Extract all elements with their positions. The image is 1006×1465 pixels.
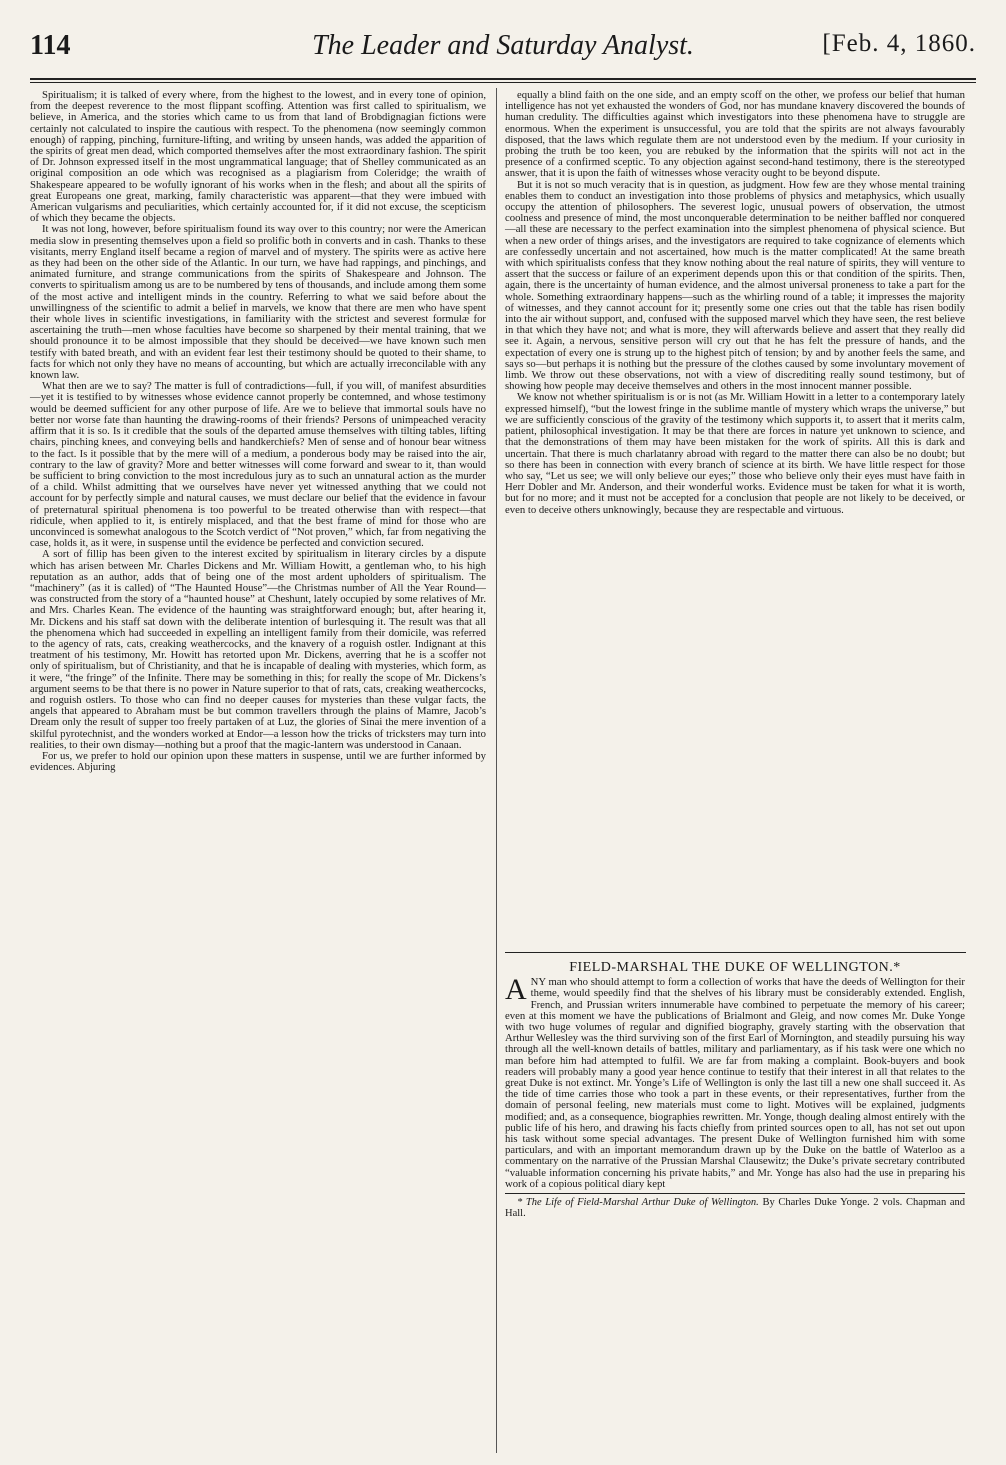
- issue-date: [Feb. 4, 1860.: [822, 30, 976, 57]
- paragraph: A sort of fillip has been given to the interest excited by spiritualism in literary circles by a dispute which has arisen between Mr. Charles Dickens and Mr. William Howitt, a gentleman who, to his high reputation as an author, adds that of being one of the most ardent upholders of spiritualism. The “machinery” (as it is called) of “The Haunted House”—the Christmas number of All the Year Round—was constructed from the story of a “haunted house” at Cheshunt, lately occupied by some relatives of Mr. and Mrs. Charles Kean. The evidence of the haunting was straightforward enough; but, after hearing it, Mr. Dickens and his staff sat down with the deliberate intention of burlesquing it. The result was that all the phenomena which had succeeded in expelling an intelligent family from their domicile, was referred to the agency of rats, cats, creaking weathercocks, and the knavery of a roguish ostler. Indignant at this treatment of his testimony, Mr. Howitt has retorted upon Mr. Dickens, averring that he is a scoffer not only of spiritualism, but of Christianity, and that he is incapable of dealing with mysteries, which form, as it were, “the fringe” of the Infinite. There may be something in this; for really the scope of Mr. Dickens’s argument seems to be that there is no power in Nature superior to that of rats, cats, creaking weathercocks, and roguish ostlers. To those who can find no deeper causes for mysteries than these vulgar facts, the angels that appeared to Abraham must be but common travellers through the plains of Mamre, Jacob’s Dream only the result of supper too freely partaken of at Luz, the glories of Sinai the mere invention of a skilful pyrotechnist, and the wonders worked at Endor—a lesson how the tricks of tricksters may turn into realities, to their own dismay—nothing but a proof that the magic-lantern was understood in Canaan.: [30, 548, 486, 751]
- section-body-text: NY man who should attempt to form a collection of works that have the deeds of Wellington for their theme, would speedily find that the shelves of his library must be considerably extended. English, French, and Prussian writers innumerable have combined to perpetuate the memory of his career; even at this moment we have the publications of Brialmont and Gleig, and now comes Mr. Duke Yonge with two huge volumes of regular and dignified biography, gravely starting with the observation that Arthur Wellesley was the third surviving son of the first Earl of Mornington, and steadily pursuing his way through all the well-known details of battles, military and parliamentary, as if his task were one which no man before him had attempted to fulfil. We are far from making a complaint. Book-buyers and book readers will probably many a good year hence continue to testify that their interest in all that relates to the great Duke is not extinct. Mr. Yonge’s Life of Wellington is only the last till a new one shall succeed it. As the tide of time carries those who took a part in these events, or their representatives, further from the domain of personal feeling, new materials must come to light. Motives will be explained, judgments modified; and, as a consequence, biographies rewritten. Mr. Yonge, though dealing almost entirely with the public life of his hero, and drawing his facts chiefly from printed sources open to all, has not set out upon his task without some special advantages. The present Duke of Wellington furnished him with some particulars, and with an important memorandum drawn up by the Duke on the battle of Waterloo as a commentary on the narrative of the Prussian Marshal Clausewitz; the Duke’s private secretary contributed “valuable information concerning his private habits,” and Mr. Yonge has also had the use in preparing his work of a copious political diary kept: [505, 976, 965, 1190]
- footnote-title: * The Life of Field-Marshal Arthur Duke of Wellington.: [517, 1197, 759, 1209]
- footnote-rest: By Charles Duke Yonge. 2 vols. Chapman and Hall.: [505, 1197, 965, 1220]
- right-column: [505, 90, 965, 516]
- paragraph: It was not long, however, before spiritualism found its way over to this country; nor were the American media slow in presenting themselves upon a field so prolific both in converts and in cash. Thanks to these visitants, merry England itself became a region of marvel and of mystery. The spirits were as active here as they had been on the other side of the Atlantic. In our turn, we have had rappings, and pinchings, and animated furniture, and strange communications from the spirits of Shakespeare and Johnson. The converts to spiritualism among us are to be numbered by tens of thousands, and include among them some of the most active and intelligent minds in the country. Referring to what we said before about the unwillingness of the scientific to admit a belief in marvels, we know that there are men who have spent their whole lives in scientific investigations, in familiarity with the strictest and severest formulæ for ascertaining the truth—men whose faculties have become so sharpened by their mental training, that we should pronounce it to be almost impossible that they should be deceived—we have known such men testify with bated breath, and with an evident fear lest their testimony should be quoted to their shame, to facts for which not only they have no means of accounting, but which are actually irreconcilable with any known law.: [30, 223, 486, 382]
- column-divider: [496, 88, 497, 1453]
- footnote: [505, 1197, 965, 1219]
- paragraph: We know not whether spiritualism is or is not (as Mr. William Howitt in a letter to a contemporary lately expressed himself), “but the lowest fringe in the sublime mantle of mystery which wraps the universe,” but we are sufficiently conscious of the gravity of the testimony which supports it, to assert that it merits calm, patient, philosophical investigation. It may be that there are forces in nature yet unknown to science, and that the demonstrations of them may have been mistaken for the work of spirits. All this is dark and uncertain. That there is much charlatanry abroad with regard to the matter there can also be no doubt; but so there has been in connection with every branch of science at its birth. We have little respect for those who say, “Let us see; we will only believe our eyes;” those who believe only their eyes must have faith in Herr Dobler and Mr. Anderson, and their wonderful works. Evidence must be taken for what it is worth, but for no more; and it must not be accepted for a conclusion that people are not likely to be deceived, or even to deceive others unknowingly, because they are respectable and virtuous.: [505, 391, 965, 516]
- publication-title: The Leader and Saturday Analyst.: [312, 30, 694, 61]
- paragraph: For us, we prefer to hold our opinion upon these matters in suspense, until we are further informed by evidences. Abjuring: [30, 749, 486, 774]
- section-body: [505, 973, 965, 1190]
- left-column: [30, 90, 486, 773]
- paragraph: But it is not so much veracity that is in question, as judgment. How few are they whose mental training enables them to conduct an investigation into those problems of physics and metaphysics, which usually occupy the attention of philosophers. The severest logic, unusual powers of observation, the utmost coolness and presence of mind, the most unconquerable determination to be neither baffled nor conquered—all these are necessary to the perfect examination into the simplest phenomena of physical science. But when a new order of things arises, and the investigators are required to take cognizance of elements which are confessedly uncertain and not ascertained, how much is the matter complicated! At the same breath with which spiritualists confess that they know nothing about the real nature of spirits, they will venture to assert that the success or failure of an experiment depends upon this or that condition of the spirits. Then, again, there is the uncertainty of human evidence, and the almost universal proneness to take a part for the whole. Something extraordinary happens—such as the whirling round of a table; it impresses the majority of witnesses, and they cannot account for it; presently some one cries out that the table has risen bodily into the air without support, and, confused with the supposed marvel which they have seen, the rest believe in that which they have not; and what is more, they will afterwards believe and assert that they really did see it. Again, a nervous, sensitive person will cry out that he has felt the pressure of hands, and the expectation of every one is strung up to the highest pitch of tension; by and by another feels the same, and says so—but perhaps it is nothing but the pressure of the clothes caused by some involuntary movement of limb. We throw out these observations, not with a view of discrediting really sound testimony, but of showing how people may deceive themselves and others in the most innocent manner possible.: [505, 178, 965, 393]
- section-rule: [505, 952, 966, 953]
- header-rule-thin: [30, 82, 976, 83]
- section-heading: FIELD-MARSHAL THE DUKE OF WELLINGTON.*: [569, 960, 901, 975]
- wellington-section: [505, 962, 965, 1219]
- paragraph: equally a blind faith on the one side, and an empty scoff on the other, we profess our belief that human intelligence has not yet exhausted the wonders of God, nor has mundane knavery discovered the bounds of human credulity. The difficulties against which investigators into these phenomena have to struggle are enormous. When the experiment is unsuccessful, you are told that the spirits are not always favourably disposed, that the laws which regulate them are not understood even by the medium. If your curiosity in probing the truth be too keen, you are rebuked by the information that the spirits will not act in the presence of a confirmed sceptic. To any objection against second-hand testimony, there is the stereotyped answer, that it is upon the faith of witnesses whose veracity ought to be beyond dispute.: [505, 89, 965, 180]
- header-rule: [30, 78, 976, 80]
- footnote-rule: [505, 1193, 965, 1194]
- drop-cap: A: [505, 973, 527, 1007]
- page-number: 114: [30, 30, 71, 61]
- paragraph: Spiritualism; it is talked of every where, from the highest to the lowest, and in every tone of opinion, from the deepest reverence to the most flippant scoffing. Attention was first called to spiritualism, we believe, in America, and the stories which came to us from that land of Brobdignagian fictions were certainly not calculated to inspire the cautious with respect. To the phenomena (now seemingly common enough) of rapping, pinching, furniture-lifting, and writing by unseen hands, was added the apparition of the spirits of great men dead, which comported themselves after the most extraordinary fashion. The spirit of Dr. Johnson expressed itself in the most ungrammatical language; that of Shelley communicated as an original composition an ode which was recognised as a plagiarism from Coleridge; the wraith of Shakespeare appeared to be wofully ignorant of his works when in the flesh; and about all the spirits of great Europeans one great, marking, family characteristic was apparent—that they were imbued with American vulgarisms and peculiarities, which certainly accounted for, if it did not excuse, the scepticism of which they became the objects.: [30, 89, 486, 225]
- page-header: [30, 30, 976, 74]
- paragraph: What then are we to say? The matter is full of contradictions—full, if you will, of manifest absurdities—yet it is testified to by witnesses whose evidence cannot properly be contemned, and whose testimony would be deemed sufficient for any other purpose of life. Are we to believe that immortal souls have no better nor worse fate than haunting the drawing-rooms of their friends? Persons of unimpeached veracity affirm that it is so. Is it credible that the souls of the departed amuse themselves with tilting tables, lifting chairs, pinching knees, and conveying bells and handkerchiefs? Men of sense and of honour bear witness to the fact. Is it possible that by the mere will of a medium, a ponderous body may be raised into the air, contrary to the law of gravity? More and better witnesses will come forward and swear to it, than would be sufficient to bring conviction to the most incredulous jury as to such an unnatural action as the murder of a child. Whilst admitting that we ourselves have never yet witnessed anything that we could not account for by perfectly simple and natural causes, we must declare our belief that the evidence in favour of preternatural spiritual phenomena is too powerful to be treated otherwise than with respect—that ridicule, when applied to it, is entirely misplaced, and that the best frame of mind for those who are unconvinced is somewhat analogous to the Scotch verdict of “Not proven,” which, far from negativing the case, holds it, as it were, in suspense until the evidence be perfected and conviction secured.: [30, 380, 486, 550]
